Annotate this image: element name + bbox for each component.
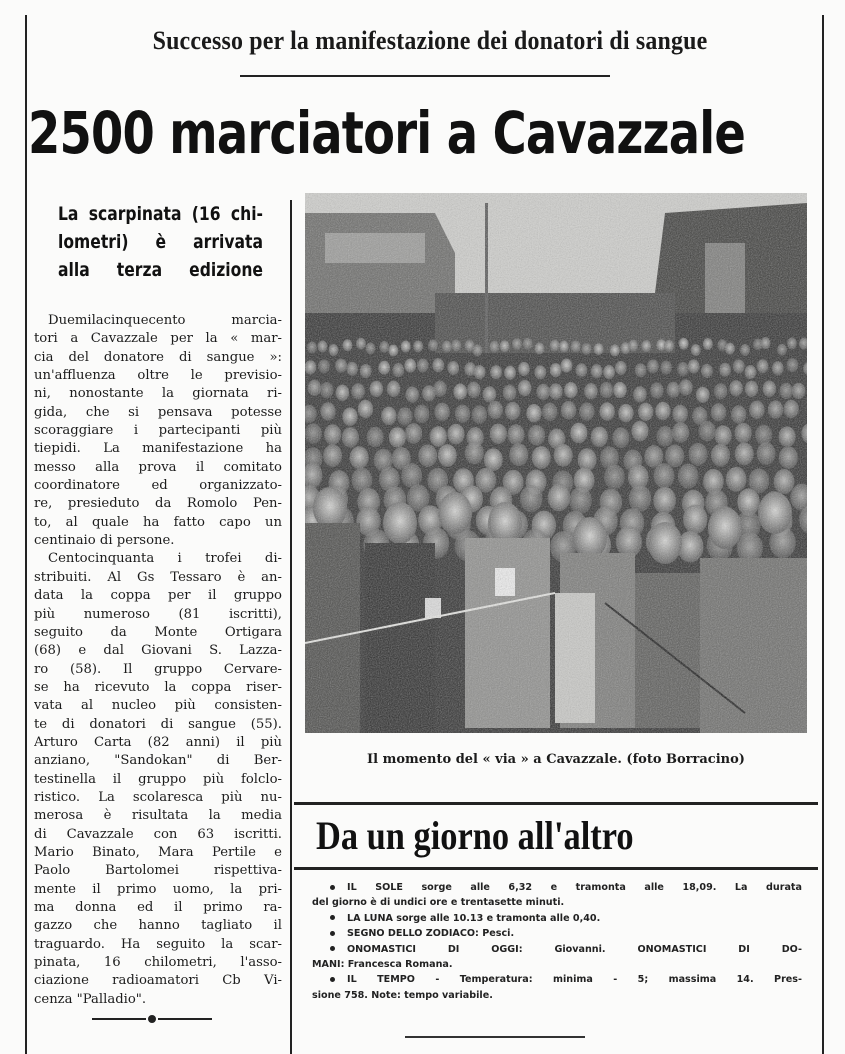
brief-onomastici-cont: [312, 957, 802, 972]
headline: 2500 marciatori a Cavazzale: [28, 99, 746, 167]
body-line: to, al quale ha fatto capo un: [34, 514, 282, 530]
subhead-line: La scarpinata (16 chi-: [58, 203, 263, 225]
kicker: Successo per la manifestazione dei donatori di sangue: [152, 26, 708, 55]
brief-segno: [312, 926, 802, 941]
brief-label: ONOMASTICI DI OGGI:: [347, 943, 523, 955]
bullet-icon: [330, 885, 335, 890]
body-line: ciazione radioamatori Cb Vi-: [34, 973, 282, 989]
brief-text: - Temperatura: minima - 5; massima 14. Pres-: [435, 974, 803, 986]
body-line: te di donatori di sangue (55).: [34, 716, 282, 732]
body-line: messo alla prova il comitato: [34, 459, 282, 475]
body-line: data la coppa per il gruppo: [34, 588, 282, 604]
crowd-photo-graphic: [305, 193, 807, 733]
body-line: stribuiti. Al Gs Tessaro è an-: [34, 569, 282, 585]
article-body: [34, 312, 282, 1009]
left-page-border: [25, 15, 27, 1054]
brief-label: IL TEMPO: [347, 974, 415, 986]
body-line: Duemilacinquecento marcia-: [48, 313, 282, 328]
subhead-line: alla terza edizione: [58, 259, 263, 281]
brief-text: Pesci.: [482, 928, 515, 940]
right-page-border: [822, 15, 824, 1054]
kicker-underline: [240, 75, 610, 77]
bullet-icon: [330, 977, 335, 982]
body-line: coordinatore ed organizzato-: [34, 478, 282, 494]
body-line: centinaio di persone.: [34, 533, 175, 549]
body-line: cia del donatore di sangue »:: [34, 349, 282, 365]
body-line: Arturo Carta (82 anni) il più: [34, 734, 282, 750]
brief-label: IL SOLE: [347, 882, 403, 893]
body-line: tiepidi. La manifestazione ha: [34, 441, 282, 457]
daily-briefs: [312, 880, 802, 1003]
bullet-icon: [330, 946, 335, 951]
brief-tempo-cont: sione 758. Note: tempo variabile.: [312, 989, 493, 1001]
section-top-rule: [294, 802, 818, 805]
body-line: tori a Cavazzale per la « mar-: [34, 331, 282, 347]
body-line: ristico. La scolaresca più nu-: [34, 789, 282, 805]
brief-onomastici: [312, 942, 802, 957]
body-line: vata al nucleo più consisten-: [34, 698, 282, 714]
body-line: se ha ricevuto la coppa riser-: [34, 679, 282, 695]
body-line: traguardo. Ha seguito la scar-: [34, 936, 282, 952]
body-line: Mario Binato, Mara Pertile e: [34, 844, 282, 860]
column-divider: [290, 200, 292, 1054]
body-line: re, presieduto da Romolo Pen-: [34, 496, 282, 512]
bullet-icon: [330, 915, 335, 920]
body-line: un'affluenza oltre le previsio-: [34, 368, 282, 384]
brief-label: SEGNO DELLO ZODIACO:: [347, 928, 479, 940]
brief-label: MANI:: [312, 958, 345, 970]
body-line: ro (58). Il gruppo Cervare-: [34, 661, 282, 677]
body-line: Centocinquanta i trofei di-: [48, 551, 282, 567]
body-line: testinella il gruppo più folclo-: [34, 771, 282, 787]
brief-sole: [312, 880, 802, 895]
crowd-photo: [305, 193, 807, 733]
body-line: cenza "Palladio".: [34, 991, 147, 1007]
body-line: gazzo che hanno tagliato il: [34, 918, 282, 934]
section-bottom-rule: [294, 867, 818, 870]
brief-luna: [312, 911, 802, 926]
body-line: pinata, 16 chilometri, l'asso-: [34, 955, 282, 971]
brief-text: sorge alle 10.13 e tramonta alle 0,40.: [396, 912, 601, 924]
section-title: Da un giorno all'altro: [316, 813, 634, 858]
body-line: scoraggiare i partecipanti più: [34, 423, 282, 439]
subhead: [58, 200, 263, 284]
bottom-rule: [405, 1036, 585, 1038]
brief-label: LA LUNA: [347, 912, 393, 924]
body-line: più numeroso (81 iscritti),: [34, 606, 282, 622]
bullet-icon: [330, 931, 335, 936]
body-line: seguito da Monte Ortigara: [34, 624, 282, 640]
body-line: di Cavazzale con 63 iscritti.: [34, 826, 282, 842]
next-article-headline-cutoff: [38, 1034, 278, 1054]
body-line: merosa è risultata la media: [34, 808, 282, 824]
body-line: ni, nonostante la giornata ri-: [34, 386, 282, 402]
subhead-line: lometri) è arrivata: [58, 231, 263, 253]
body-line: Paolo Bartolomei rispettiva-: [34, 863, 282, 879]
section-ornament: [92, 1015, 212, 1023]
body-line: ma donna ed il primo ra-: [34, 900, 282, 915]
body-line: anziano, "Sandokan" di Ber-: [34, 753, 282, 769]
brief-sole-cont: del giorno è di undici ore e trentasette minuti.: [312, 897, 565, 909]
body-line: (68) e dal Giovani S. Lazza-: [34, 643, 282, 659]
photo-caption: Il momento del « via » a Cavazzale. (foto Borracino): [367, 752, 745, 767]
brief-text: sorge alle 6,32 e tramonta alle 18,09. La durata: [421, 882, 802, 893]
brief-text: Francesca Romana.: [347, 958, 453, 970]
brief-tempo: [312, 972, 802, 987]
body-line: gida, che si pensava potesse: [34, 404, 282, 420]
brief-text: Giovanni.: [554, 943, 606, 955]
body-line: mente il primo uomo, la pri-: [34, 881, 282, 897]
brief-label: ONOMASTICI DI DO-: [637, 943, 802, 955]
